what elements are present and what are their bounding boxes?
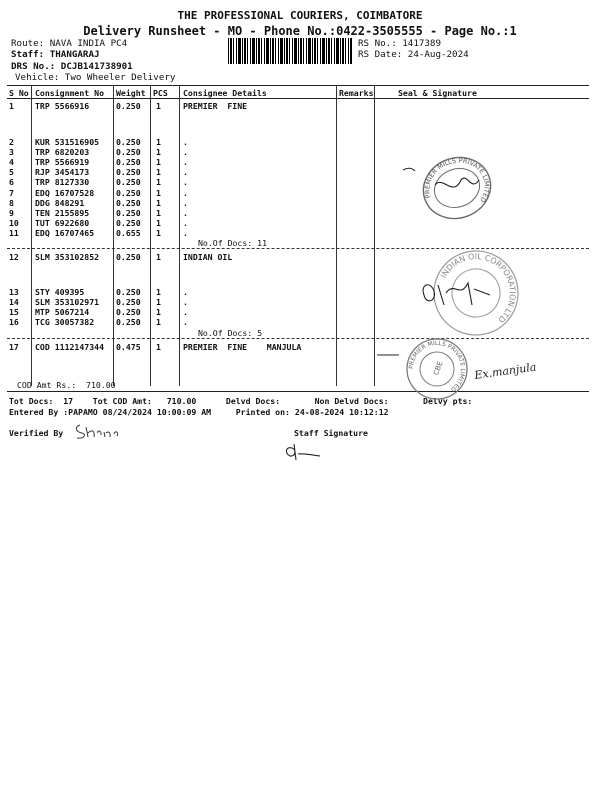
svg-text:INDIAN OIL CORPORATION LTD	[432, 245, 531, 326]
row-details: INDIAN OIL	[183, 252, 233, 262]
row-sno: 12	[9, 252, 19, 262]
totals-line: Tot Docs: 17 Tot COD Amt: 710.00 Delvd Docs: Non Delvd Docs: Delvy pts:	[9, 396, 473, 406]
row-pcs: 1	[156, 342, 161, 352]
row-details: .	[183, 297, 188, 308]
row-consignment: RJP 3454173	[35, 167, 90, 178]
verified-by-label: Verified By	[9, 428, 64, 438]
row-consignment: EDQ 16707528	[35, 187, 95, 198]
row-sno: 2	[9, 137, 14, 147]
premier-seal-text: PREMIER MILLS PRIVATE LIMITED	[423, 156, 491, 204]
row-consignment: TRP 5566916	[35, 101, 90, 111]
row-consignment: MTP 5067214	[35, 307, 90, 318]
cod-amount: COD Amt Rs.: 710.00	[17, 380, 116, 390]
row-sno: 16	[9, 317, 19, 328]
col-header-remarks: Remarks	[339, 88, 374, 98]
route-text: Route: NAVA INDIA PC4	[11, 38, 128, 49]
row-pcs: 1	[156, 147, 161, 158]
row-pcs: 1	[156, 137, 161, 147]
row-pcs: 1	[156, 217, 161, 228]
row-consignment: SLM 353102971	[35, 297, 100, 308]
verifier-signature	[72, 419, 124, 443]
runsheet-title: Delivery Runsheet - MO - Phone No.:0422-3505555 - Page No.:1	[83, 24, 517, 38]
col-header-consignee: Consignee Details	[183, 88, 267, 98]
docs-count: No.Of Docs: 11	[198, 238, 268, 248]
row-sno: 3	[9, 147, 14, 158]
row-pcs: 1	[156, 317, 161, 328]
row-sno: 10	[9, 217, 19, 228]
row-details: .	[183, 137, 188, 147]
row-consignment: DDG 848291	[35, 197, 85, 208]
drs-number: DRS No.: DCJB141738901	[11, 61, 133, 72]
row-pcs: 1	[156, 227, 161, 238]
row-pcs: 1	[156, 252, 161, 262]
row-sno: 17	[9, 342, 19, 352]
row-pcs: 1	[156, 177, 161, 188]
row-pcs: 1	[156, 287, 161, 297]
row-details: PREMIER FINE	[183, 101, 248, 111]
row-pcs: 1	[156, 307, 161, 318]
company-title: THE PROFESSIONAL COURIERS, COIMBATORE	[177, 9, 423, 22]
row-sno: 15	[9, 307, 19, 318]
row-consignment: KUR 531516905	[35, 137, 100, 147]
row-details: .	[183, 167, 188, 178]
premier-mills-seal	[395, 150, 515, 230]
row-weight: 0.250	[116, 317, 141, 328]
entered-by-line: Entered By :PAPAMO 08/24/2024 10:00:09 AM Printed on: 24-08-2024 10:12:12	[9, 407, 389, 417]
row-weight: 0.250	[116, 187, 141, 198]
rs-number: RS No.: 1417389	[358, 38, 441, 49]
staff-signature-label: Staff Signature	[294, 428, 368, 438]
row-details: PREMIER FINE MANJULA	[183, 342, 302, 352]
col-header-consignment: Consignment No	[35, 88, 105, 98]
manjula-signature: Ex.manjula	[473, 360, 538, 382]
row-sno: 11	[9, 227, 19, 238]
row-weight: 0.250	[116, 177, 141, 188]
row-weight: 0.250	[116, 137, 141, 147]
row-consignment: SLM 353102852	[35, 252, 100, 262]
row-weight: 0.250	[116, 147, 141, 158]
row-weight: 0.655	[116, 227, 141, 238]
row-details: .	[183, 317, 188, 328]
row-details: .	[183, 207, 188, 218]
row-weight: 0.250	[116, 101, 141, 111]
row-weight: 0.250	[116, 297, 141, 308]
row-weight: 0.250	[116, 252, 141, 262]
row-details: .	[183, 217, 188, 228]
row-sno: 7	[9, 187, 14, 198]
staff-signature	[280, 440, 324, 466]
col-header-pcs: PCS	[153, 88, 168, 98]
row-pcs: 1	[156, 157, 161, 168]
row-pcs: 1	[156, 187, 161, 198]
row-sno: 5	[9, 167, 14, 178]
vehicle-text: Vehicle: Two Wheeler Delivery	[15, 72, 176, 83]
row-weight: 0.250	[116, 217, 141, 228]
row-sno: 9	[9, 207, 14, 218]
row-details: .	[183, 187, 188, 198]
barcode	[228, 38, 352, 64]
row-weight: 0.250	[116, 287, 141, 297]
row-consignment: TCG 30057382	[35, 317, 95, 328]
cod-seal-text: PREMIER MILLS PRIVATE LIMITED	[407, 339, 467, 393]
row-consignment: TRP 6820203	[35, 147, 90, 158]
row-pcs: 1	[156, 167, 161, 178]
col-header-weight: Weight	[116, 88, 146, 98]
cbe-seal-text: CBE	[432, 360, 445, 377]
rs-date: RS Date: 24-Aug-2024	[358, 49, 469, 60]
col-header-seal: Seal & Signature	[398, 88, 477, 98]
row-consignment: EDQ 16707465	[35, 227, 95, 238]
row-consignment: COD 1112147344	[35, 342, 105, 352]
row-details: .	[183, 177, 188, 188]
row-details: .	[183, 287, 188, 297]
row-weight: 0.250	[116, 167, 141, 178]
cod-seal-and-signature	[375, 333, 595, 403]
row-consignment: TRP 5566919	[35, 157, 90, 168]
row-details: .	[183, 157, 188, 168]
row-pcs: 1	[156, 207, 161, 218]
row-consignment: STY 409395	[35, 287, 85, 297]
row-weight: 0.250	[116, 197, 141, 208]
staff-text: Staff: THANGARAJ	[11, 49, 100, 60]
row-details: .	[183, 147, 188, 158]
row-weight: 0.250	[116, 307, 141, 318]
row-weight: 0.475	[116, 342, 141, 352]
row-details: .	[183, 227, 188, 238]
row-sno: 14	[9, 297, 19, 308]
docs-count: No.Of Docs: 5	[198, 328, 263, 338]
row-sno: 6	[9, 177, 14, 188]
row-sno: 4	[9, 157, 14, 168]
row-consignment: TUT 6922680	[35, 217, 90, 228]
row-consignment: TEN 2155895	[35, 207, 90, 218]
row-details: .	[183, 307, 188, 318]
row-weight: 0.250	[116, 157, 141, 168]
row-details: .	[183, 197, 188, 208]
col-header-sno: S No	[9, 88, 29, 98]
row-sno: 8	[9, 197, 14, 208]
row-pcs: 1	[156, 297, 161, 308]
row-sno: 1	[9, 101, 14, 111]
row-sno: 13	[9, 287, 19, 297]
indian-oil-seal-text: INDIAN OIL CORPORATION LTD	[438, 251, 518, 325]
indian-oil-seal	[410, 245, 540, 345]
row-weight: 0.250	[116, 207, 141, 218]
row-pcs: 1	[156, 197, 161, 208]
row-pcs: 1	[156, 101, 161, 111]
row-consignment: TRP 8127330	[35, 177, 90, 188]
